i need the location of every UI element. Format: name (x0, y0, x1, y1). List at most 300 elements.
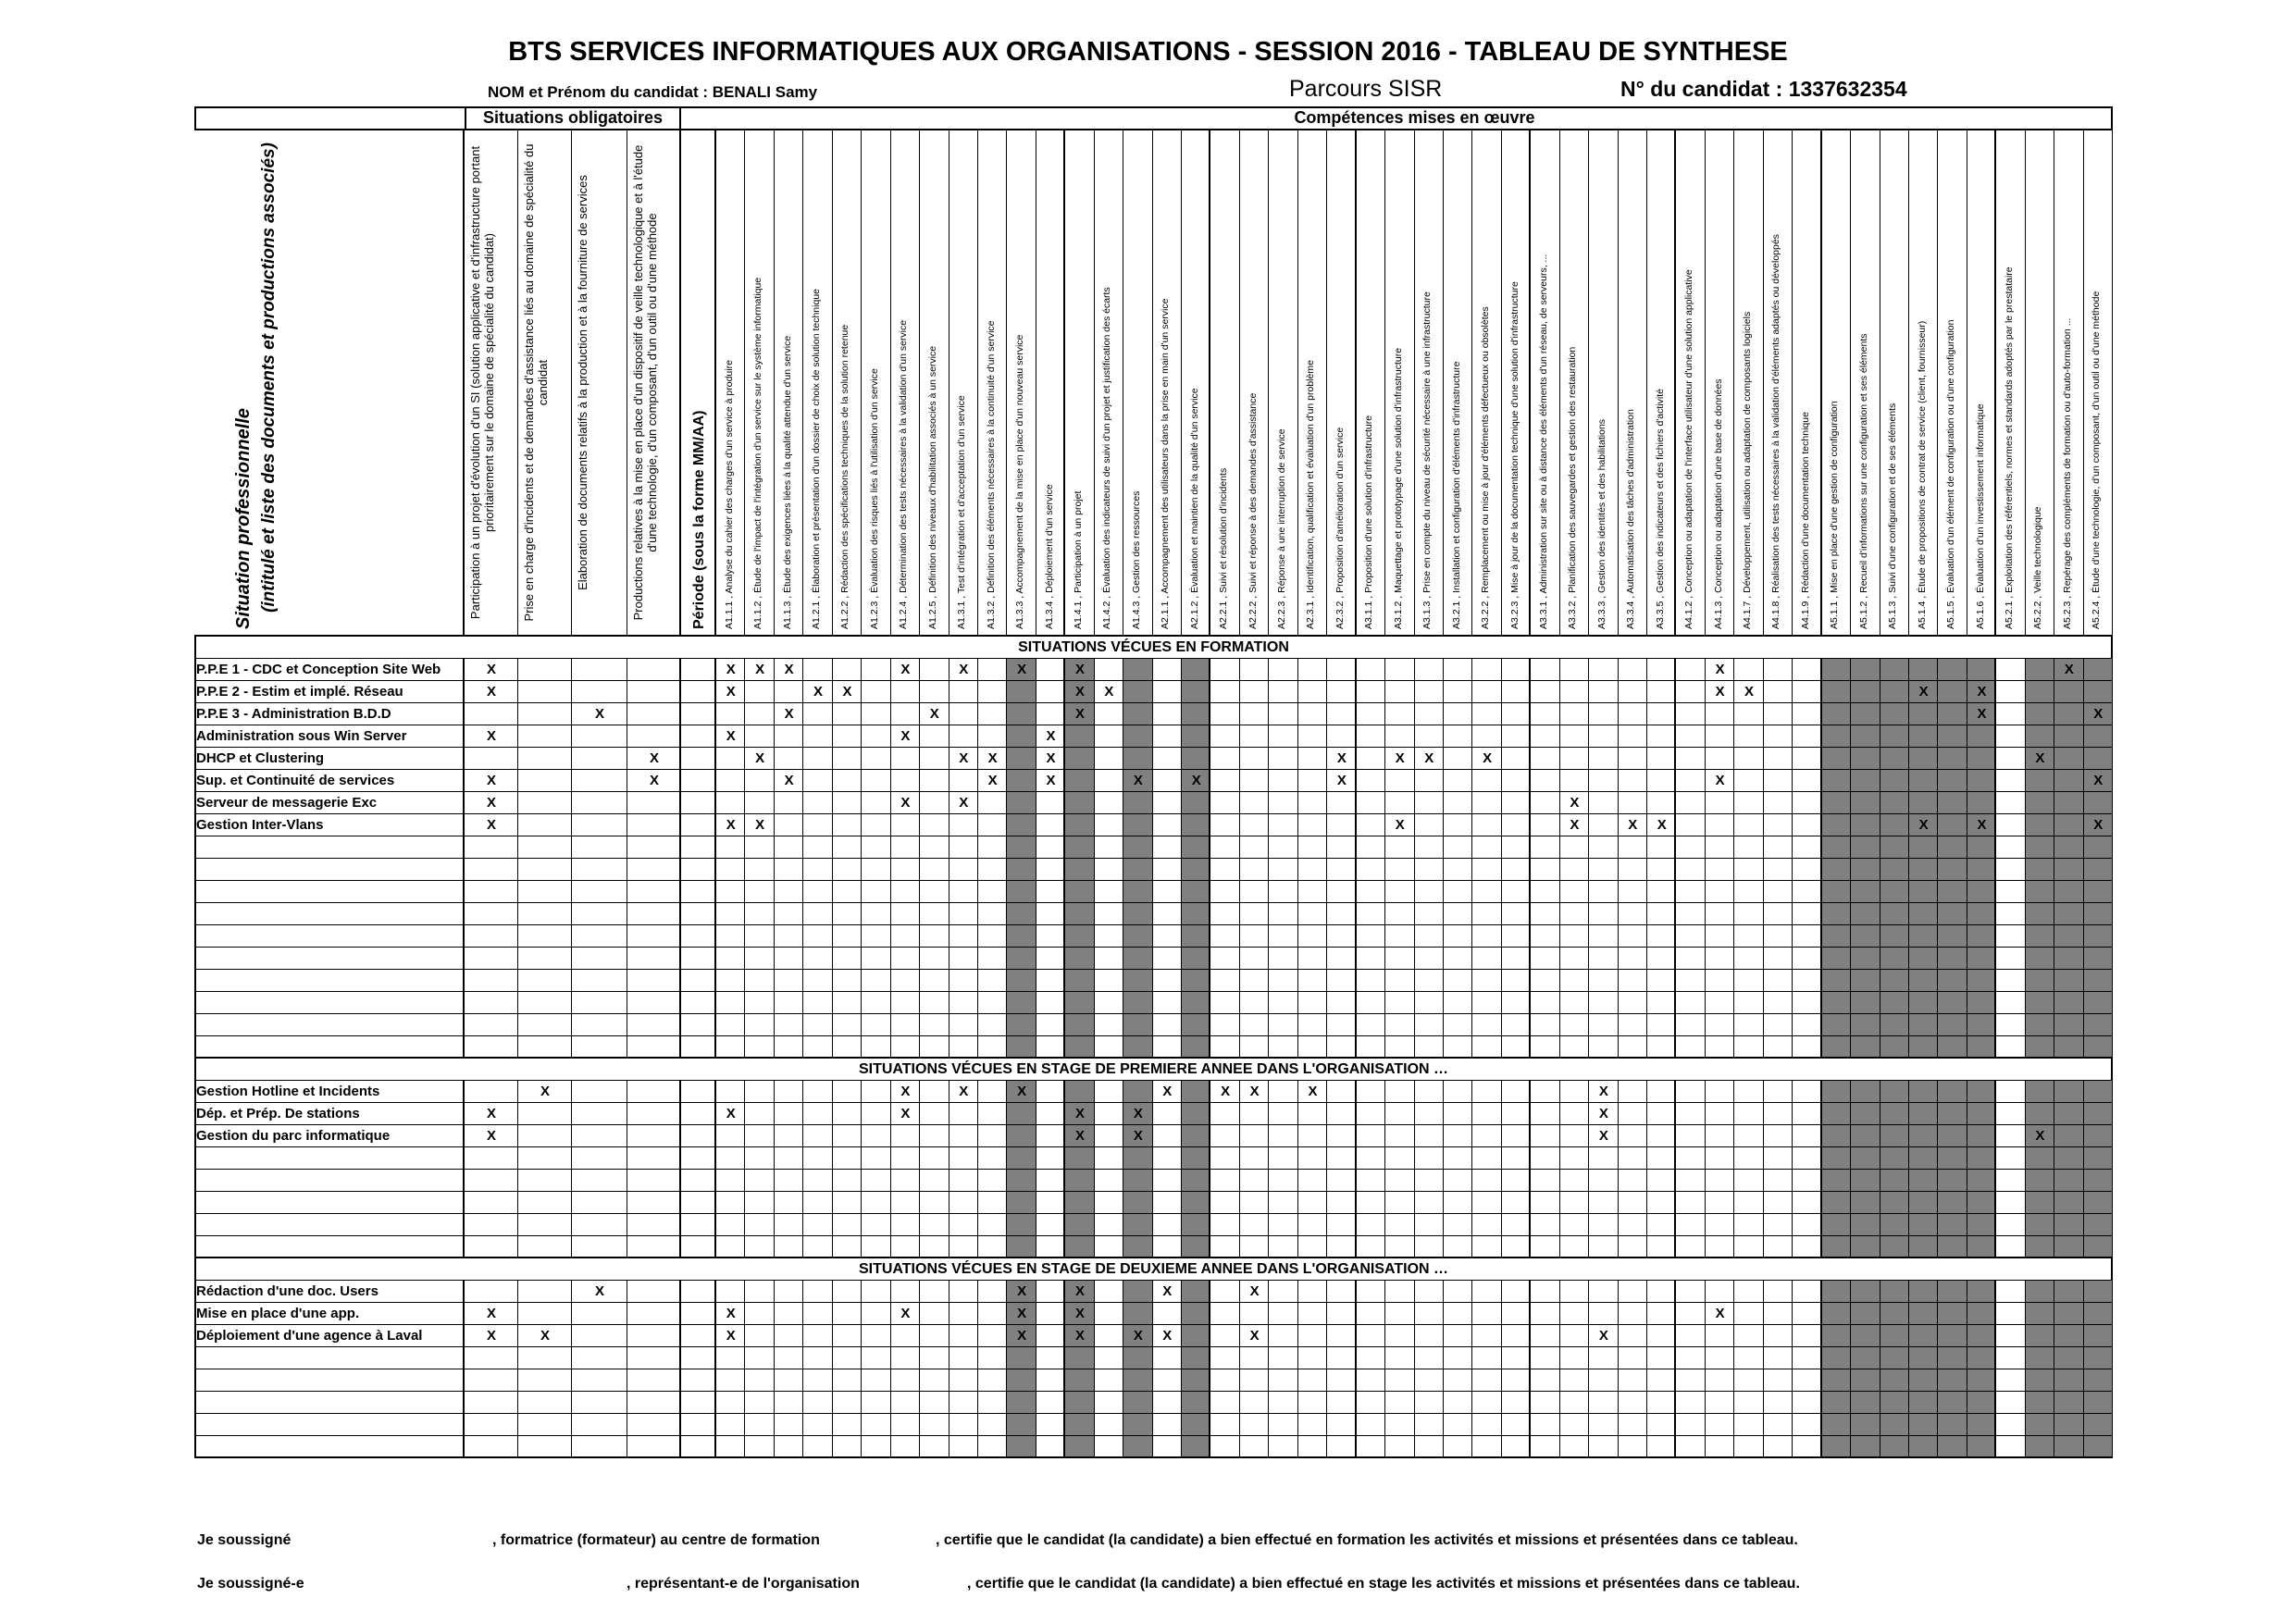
header-label-32: A3.2.2 , Remplacement ou mise à jour d'éléments défectueux ou obsolètes (1480, 306, 1492, 629)
grid-cell (1967, 1347, 1996, 1369)
grid-cell (978, 1125, 1007, 1147)
grid-cell (1269, 1281, 1297, 1303)
grid-cell (1065, 1392, 1094, 1414)
grid-cell (1298, 1347, 1327, 1369)
check-mark: X (929, 706, 939, 722)
grid-cell (862, 659, 890, 681)
grid-cell (572, 948, 627, 970)
grid-cell (1967, 725, 1996, 748)
grid-cell (1182, 1125, 1210, 1147)
check-mark: X (1977, 706, 1987, 722)
grid-cell (681, 925, 716, 948)
grid-cell (1880, 770, 1909, 792)
grid-cell (1444, 970, 1472, 992)
grid-cell (1210, 1192, 1239, 1214)
grid-cell (1415, 903, 1444, 925)
grid-cell (1415, 1147, 1444, 1170)
grid-cell (1357, 1414, 1385, 1436)
grid-cell (1589, 881, 1618, 903)
grid-cell (1560, 881, 1589, 903)
grid-cell (1560, 725, 1589, 748)
grid-cell (1327, 703, 1356, 725)
grid-cell (1502, 1036, 1531, 1059)
check-mark: X (1918, 684, 1929, 700)
check-mark: X (813, 684, 824, 700)
grid-cell (1357, 836, 1385, 859)
header-label-17: A1.3.4 , Déploiement d'un service (1043, 484, 1055, 629)
grid-cell (1706, 948, 1734, 970)
grid-cell (775, 748, 803, 770)
grid-cell (1036, 992, 1065, 1014)
grid-cell (1123, 970, 1152, 992)
grid-cell (716, 1414, 745, 1436)
grid-cell (1095, 659, 1123, 681)
grid-cell (716, 1236, 745, 1258)
grid-cell (1502, 1392, 1531, 1414)
grid-cell (1502, 948, 1531, 970)
grid-cell (862, 1325, 890, 1347)
check-mark: X (2093, 817, 2104, 833)
grid-cell (1298, 859, 1327, 881)
grid-cell (745, 681, 774, 703)
header-label-45: A5.1.2 , Recueil d'informations sur une configuration et ses éléments (1857, 333, 1869, 629)
row-label-cell (194, 903, 465, 925)
grid-cell (1531, 814, 1559, 836)
grid-cell (1996, 881, 2025, 903)
grid-cell (1851, 1103, 1880, 1125)
grid-cell (1444, 1281, 1472, 1303)
row-label: Gestion du parc informatique (196, 1128, 391, 1144)
row-label-cell (194, 1014, 465, 1036)
grid-cell (1123, 1036, 1152, 1059)
grid-cell (465, 1036, 518, 1059)
grid-cell (1531, 1081, 1559, 1103)
grid-cell (1472, 1170, 1501, 1192)
grid-cell (1909, 1347, 1938, 1369)
grid-cell (1182, 1103, 1210, 1125)
header-label-41: A4.1.7 , Développement, utilisation ou adaptation de composants logiciels (1742, 311, 1754, 629)
grid-cell (1560, 1192, 1589, 1214)
grid-cell (1357, 1081, 1385, 1103)
grid-cell (1938, 836, 1967, 859)
grid-cell (1706, 1214, 1734, 1236)
grid-cell (1153, 1414, 1182, 1436)
grid-cell (1415, 770, 1444, 792)
grid-cell (1734, 948, 1763, 970)
grid-cell (1153, 1236, 1182, 1258)
grid-cell (518, 1392, 572, 1414)
footer-line1-a: Je soussigné (197, 1532, 292, 1548)
grid-cell (978, 881, 1007, 903)
grid-cell (978, 1392, 1007, 1414)
grid-cell (1967, 1214, 1996, 1236)
grid-cell (1298, 1214, 1327, 1236)
grid-cell (949, 681, 978, 703)
grid-cell (1531, 948, 1559, 970)
grid-cell (1182, 1214, 1210, 1236)
grid-cell (1880, 948, 1909, 970)
grid-cell (949, 1325, 978, 1347)
grid-cell (1619, 925, 1647, 948)
grid-cell (833, 814, 862, 836)
check-mark: X (1483, 750, 1493, 766)
grid-cell (1007, 1347, 1036, 1369)
grid-cell (1560, 770, 1589, 792)
grid-cell (1036, 1347, 1065, 1369)
grid-cell (1269, 1436, 1297, 1458)
grid-cell (1298, 1236, 1327, 1258)
grid-cell (2026, 814, 2054, 836)
grid-cell (1647, 1303, 1676, 1325)
grid-cell (1385, 992, 1414, 1014)
grid-cell (1589, 992, 1618, 1014)
header-label-19: A1.4.2 , Évaluation des indicateurs de suivi d'un projet et justification des écarts (1101, 287, 1113, 629)
grid-cell (1269, 836, 1297, 859)
grid-cell (1793, 1325, 1821, 1347)
check-mark: X (1657, 817, 1667, 833)
check-mark: X (649, 750, 659, 766)
grid-cell (1996, 1103, 2025, 1125)
grid-cell (1298, 948, 1327, 970)
grid-cell (1880, 1436, 1909, 1458)
grid-cell (1502, 970, 1531, 992)
grid-cell (1589, 859, 1618, 881)
check-mark: X (486, 1106, 496, 1121)
grid-cell (1560, 1303, 1589, 1325)
header-label-43: A4.1.9 , Rédaction d'une documentation technique (1799, 412, 1811, 629)
grid-cell (1036, 925, 1065, 948)
grid-cell (1531, 1414, 1559, 1436)
grid-cell (1036, 970, 1065, 992)
grid-cell (949, 1125, 978, 1147)
grid-cell (1734, 703, 1763, 725)
grid-cell (1210, 1214, 1239, 1236)
grid-cell (518, 1214, 572, 1236)
grid-cell (2084, 1192, 2113, 1214)
header-label-24: A2.2.2 , Suivi et réponse à des demandes d'assistance (1247, 392, 1259, 629)
header-label-48: A5.1.5 , Évaluation d'un élément de configuration ou d'une configuration (1945, 319, 1957, 629)
grid-cell (2084, 881, 2113, 903)
grid-cell (949, 903, 978, 925)
check-mark: X (1918, 817, 1929, 833)
grid-cell (1007, 859, 1036, 881)
header-label-9: A1.2.1 , Élaboration et présentation d'un dossier de choix de solution technique (811, 288, 823, 629)
grid-cell (803, 1014, 832, 1036)
grid-cell (1444, 992, 1472, 1014)
grid-cell (978, 1214, 1007, 1236)
grid-cell (1734, 925, 1763, 948)
grid-cell (745, 1414, 774, 1436)
grid-cell (1851, 1369, 1880, 1392)
grid-cell (572, 1014, 627, 1036)
grid-cell (862, 770, 890, 792)
grid-cell (1560, 836, 1589, 859)
grid-cell (627, 1014, 681, 1036)
grid-cell (1793, 1303, 1821, 1325)
grid-cell (1444, 1014, 1472, 1036)
grid-cell (1357, 814, 1385, 836)
grid-cell (1560, 1392, 1589, 1414)
situation-header: Situation professionnelle (233, 408, 254, 629)
grid-cell (627, 1303, 681, 1325)
grid-cell (465, 1170, 518, 1192)
header-label-13: A1.2.5 , Définition des niveaux d'habilitation associés à un service (926, 345, 938, 629)
grid-cell (1502, 1103, 1531, 1125)
grid-cell (518, 770, 572, 792)
grid-cell (920, 725, 949, 748)
grid-cell (1007, 814, 1036, 836)
grid-cell (1880, 748, 1909, 770)
grid-cell (1007, 681, 1036, 703)
grid-cell (1095, 725, 1123, 748)
grid-cell (2054, 948, 2083, 970)
grid-cell (862, 1236, 890, 1258)
grid-cell (775, 881, 803, 903)
grid-cell (1357, 659, 1385, 681)
grid-cell (978, 1303, 1007, 1325)
row-label-cell (194, 836, 465, 859)
grid-cell (518, 725, 572, 748)
grid-cell (2054, 1436, 2083, 1458)
grid-cell (891, 770, 920, 792)
grid-cell (1327, 1325, 1356, 1347)
grid-cell (745, 1014, 774, 1036)
grid-cell (1298, 925, 1327, 948)
grid-cell (920, 770, 949, 792)
grid-cell (572, 814, 627, 836)
grid-cell (1095, 748, 1123, 770)
grid-cell (1967, 1192, 1996, 1214)
grid-cell (1153, 1036, 1182, 1059)
grid-cell (803, 1081, 832, 1103)
grid-cell (681, 1170, 716, 1192)
grid-cell (2054, 703, 2083, 725)
grid-cell (1007, 992, 1036, 1014)
grid-cell (949, 1414, 978, 1436)
check-mark: X (1715, 773, 1725, 788)
grid-cell (1298, 1147, 1327, 1170)
grid-cell (1153, 792, 1182, 814)
grid-cell (1531, 1214, 1559, 1236)
grid-cell (891, 859, 920, 881)
check-mark: X (486, 662, 496, 677)
grid-cell (920, 992, 949, 1014)
grid-cell (1967, 1303, 1996, 1325)
grid-cell (1415, 1214, 1444, 1236)
grid-cell (627, 792, 681, 814)
grid-cell (803, 859, 832, 881)
grid-cell (978, 1347, 1007, 1369)
grid-cell (1357, 1325, 1385, 1347)
grid-cell (1938, 1392, 1967, 1414)
grid-cell (862, 792, 890, 814)
grid-cell (627, 970, 681, 992)
grid-cell (1938, 1125, 1967, 1147)
grid-cell (1502, 992, 1531, 1014)
grid-cell (920, 748, 949, 770)
grid-cell (1415, 1414, 1444, 1436)
row-label-cell (194, 1414, 465, 1436)
grid-cell (1967, 859, 1996, 881)
grid-cell (2026, 992, 2054, 1014)
grid-cell (1560, 1170, 1589, 1192)
grid-cell (833, 903, 862, 925)
parcours: Parcours SISR (1289, 76, 1443, 102)
grid-cell (716, 992, 745, 1014)
grid-cell (1298, 659, 1327, 681)
grid-cell (1822, 1347, 1851, 1369)
grid-cell (1851, 770, 1880, 792)
grid-cell (1095, 814, 1123, 836)
grid-cell (1938, 1325, 1967, 1347)
grid-cell (1996, 725, 2025, 748)
grid-cell (803, 1125, 832, 1147)
grid-cell (978, 703, 1007, 725)
grid-cell (1007, 881, 1036, 903)
grid-cell (1967, 659, 1996, 681)
grid-cell (2084, 681, 2113, 703)
grid-cell (949, 1170, 978, 1192)
grid-cell (1822, 925, 1851, 948)
grid-cell (2026, 859, 2054, 881)
check-mark: X (726, 662, 736, 677)
grid-cell (1357, 792, 1385, 814)
grid-cell (775, 1170, 803, 1192)
grid-cell (1676, 948, 1705, 970)
grid-cell (716, 792, 745, 814)
grid-cell (1036, 881, 1065, 903)
grid-cell (1153, 1369, 1182, 1392)
grid-cell (1764, 770, 1793, 792)
grid-cell (1967, 1236, 1996, 1258)
grid-cell (1472, 836, 1501, 859)
grid-cell (1472, 659, 1501, 681)
grid-cell (1734, 1036, 1763, 1059)
grid-cell (1880, 1103, 1909, 1125)
grid-cell (745, 1081, 774, 1103)
grid-cell (681, 1281, 716, 1303)
grid-cell (1822, 881, 1851, 903)
grid-cell (862, 1436, 890, 1458)
grid-cell (1007, 792, 1036, 814)
grid-cell (1327, 792, 1356, 814)
grid-cell (775, 970, 803, 992)
grid-cell (833, 748, 862, 770)
grid-cell (1123, 1303, 1152, 1325)
grid-cell (627, 1347, 681, 1369)
grid-cell (1298, 1103, 1327, 1125)
grid-cell (862, 1125, 890, 1147)
grid-cell (1822, 1103, 1851, 1125)
grid-cell (681, 1192, 716, 1214)
grid-cell (1007, 770, 1036, 792)
grid-cell (1619, 903, 1647, 925)
check-mark: X (1249, 1084, 1260, 1099)
grid-cell (1996, 1369, 2025, 1392)
grid-cell (1153, 903, 1182, 925)
grid-cell (1269, 881, 1297, 903)
row-label-cell (194, 859, 465, 881)
grid-cell (862, 859, 890, 881)
grid-cell (1210, 814, 1239, 836)
header-label-6: A1.1.1 , Analyse du cahier des charges d'un service à produire (723, 360, 735, 629)
grid-cell (1589, 1414, 1618, 1436)
grid-cell (2026, 836, 2054, 859)
grid-cell (1676, 1125, 1705, 1147)
grid-cell (1095, 1214, 1123, 1236)
grid-cell (1298, 992, 1327, 1014)
grid-cell (572, 1081, 627, 1103)
grid-cell (1822, 792, 1851, 814)
grid-cell (1327, 881, 1356, 903)
grid-cell (1444, 792, 1472, 814)
grid-cell (1327, 1214, 1356, 1236)
grid-cell (1734, 903, 1763, 925)
grid-cell (1385, 903, 1414, 925)
grid-cell (1123, 1081, 1152, 1103)
grid-cell (775, 1347, 803, 1369)
grid-cell (803, 1036, 832, 1059)
grid-cell (1240, 1236, 1269, 1258)
grid-cell (803, 1347, 832, 1369)
grid-cell (2084, 1303, 2113, 1325)
grid-cell (1210, 925, 1239, 948)
grid-cell (1793, 1081, 1821, 1103)
grid-cell (572, 1392, 627, 1414)
grid-cell (1822, 1392, 1851, 1414)
grid-cell (518, 836, 572, 859)
grid-cell (920, 1214, 949, 1236)
grid-cell (1880, 903, 1909, 925)
grid-cell (949, 970, 978, 992)
check-mark: X (959, 750, 969, 766)
grid-cell (1706, 748, 1734, 770)
grid-cell (1647, 1369, 1676, 1392)
grid-cell (833, 1036, 862, 1059)
grid-cell (1531, 1036, 1559, 1059)
grid-cell (775, 1236, 803, 1258)
grid-cell (1007, 970, 1036, 992)
grid-cell (1967, 1147, 1996, 1170)
grid-cell (681, 1125, 716, 1147)
grid-cell (716, 925, 745, 948)
grid-cell (2084, 1147, 2113, 1170)
grid-cell (1967, 970, 1996, 992)
grid-cell (1647, 1414, 1676, 1436)
grid-cell (572, 1036, 627, 1059)
grid-cell (1851, 925, 1880, 948)
grid-cell (1444, 1081, 1472, 1103)
grid-cell (1706, 970, 1734, 992)
grid-cell (1123, 725, 1152, 748)
grid-cell (1007, 1436, 1036, 1458)
grid-cell (949, 881, 978, 903)
header-label-11: A1.2.3 , Évaluation des risques liés à l'utilisation d'un service (868, 368, 880, 629)
grid-cell (1240, 681, 1269, 703)
grid-cell (920, 814, 949, 836)
check-mark: X (1046, 773, 1056, 788)
grid-cell (862, 992, 890, 1014)
grid-cell (920, 1392, 949, 1414)
grid-cell (1619, 1281, 1647, 1303)
grid-cell (2084, 1392, 2113, 1414)
grid-cell (1938, 1081, 1967, 1103)
grid-cell (803, 992, 832, 1014)
check-mark: X (987, 773, 998, 788)
grid-cell (862, 1369, 890, 1392)
grid-cell (891, 1325, 920, 1347)
grid-cell (1298, 681, 1327, 703)
